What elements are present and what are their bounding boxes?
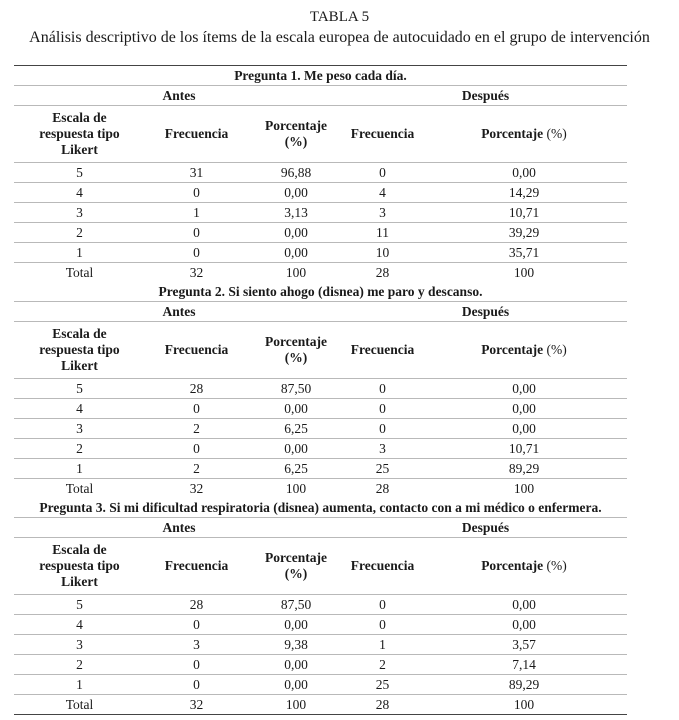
porcentaje-despues: 39,29 (421, 223, 627, 243)
frecuencia-despues: 3 (344, 203, 421, 223)
frecuencia-antes: 2 (145, 419, 248, 439)
frecuencia-despues: 0 (344, 399, 421, 419)
frecuencia-despues: 0 (344, 379, 421, 399)
frecuencia-antes: 31 (145, 163, 248, 183)
porcentaje-antes: 87,50 (248, 595, 344, 615)
table-row (14, 163, 627, 183)
porcentaje-antes: 0,00 (248, 675, 344, 695)
frecuencia-despues: 10 (344, 243, 421, 263)
likert-value: 5 (14, 595, 145, 615)
table-row (14, 243, 627, 263)
table-row (14, 655, 627, 675)
likert-value: 1 (14, 243, 145, 263)
table-title: Análisis descriptivo de los ítems de la escala europea de autocuidado en el grupo de intervención (29, 29, 650, 46)
antes-header: Antes (14, 302, 344, 322)
likert-value: 5 (14, 379, 145, 399)
table-number: TABLA 5 (309, 9, 370, 25)
porcentaje-despues: 0,00 (421, 399, 627, 419)
frecuencia-antes: 32 (145, 263, 248, 283)
porcentaje-antes: 3,13 (248, 203, 344, 223)
porcentaje-antes: 6,25 (248, 419, 344, 439)
frecuencia-antes: 1 (145, 203, 248, 223)
porcentaje-antes: 0,00 (248, 183, 344, 203)
column-header-row (14, 322, 627, 379)
column-header-row (14, 538, 627, 595)
porcentaje-antes-header: Porcentaje (%) (248, 322, 344, 379)
data-table (14, 65, 627, 715)
porcentaje-antes: 0,00 (248, 243, 344, 263)
frecuencia-despues: 1 (344, 635, 421, 655)
porcentaje-antes: 0,00 (248, 655, 344, 675)
porcentaje-despues: 100 (421, 695, 627, 715)
frecuencia-antes: 0 (145, 243, 248, 263)
porcentaje-despues-header: Porcentaje (%) (421, 538, 627, 595)
frecuencia-despues-header: Frecuencia (344, 538, 421, 595)
porcentaje-despues: 7,14 (421, 655, 627, 675)
frecuencia-despues-header: Frecuencia (344, 106, 421, 163)
porcentaje-despues: 0,00 (421, 419, 627, 439)
likert-value: 4 (14, 615, 145, 635)
despues-header: Después (344, 518, 627, 538)
porcentaje-despues: 100 (421, 479, 627, 499)
likert-header: Escala de respuesta tipo Likert (14, 322, 145, 379)
porcentaje-antes: 100 (248, 695, 344, 715)
likert-value: 2 (14, 223, 145, 243)
table-row (14, 439, 627, 459)
porcentaje-antes: 100 (248, 263, 344, 283)
period-header-row (14, 86, 627, 106)
frecuencia-antes: 32 (145, 695, 248, 715)
porcentaje-despues: 10,71 (421, 439, 627, 459)
frecuencia-antes: 0 (145, 223, 248, 243)
frecuencia-despues: 28 (344, 479, 421, 499)
porcentaje-despues-header: Porcentaje (%) (421, 322, 627, 379)
antes-header: Antes (14, 86, 344, 106)
frecuencia-antes-header: Frecuencia (145, 322, 248, 379)
likert-value: 3 (14, 419, 145, 439)
likert-value: 2 (14, 439, 145, 459)
table-row (14, 635, 627, 655)
table-row (14, 459, 627, 479)
frecuencia-antes-header: Frecuencia (145, 106, 248, 163)
table-row (14, 615, 627, 635)
frecuencia-despues: 28 (344, 695, 421, 715)
period-header-row (14, 518, 627, 538)
likert-value: Total (14, 479, 145, 499)
porcentaje-despues: 0,00 (421, 379, 627, 399)
likert-value: Total (14, 263, 145, 283)
porcentaje-antes: 6,25 (248, 459, 344, 479)
frecuencia-despues: 0 (344, 419, 421, 439)
antes-header: Antes (14, 518, 344, 538)
table-row (14, 379, 627, 399)
porcentaje-antes: 0,00 (248, 223, 344, 243)
frecuencia-antes: 28 (145, 379, 248, 399)
porcentaje-antes-header: Porcentaje (%) (248, 538, 344, 595)
frecuencia-antes: 0 (145, 183, 248, 203)
porcentaje-despues: 14,29 (421, 183, 627, 203)
porcentaje-antes: 0,00 (248, 439, 344, 459)
likert-value: 1 (14, 675, 145, 695)
frecuencia-despues: 0 (344, 615, 421, 635)
likert-value: 3 (14, 203, 145, 223)
porcentaje-despues-header: Porcentaje (%) (421, 106, 627, 163)
frecuencia-antes: 0 (145, 675, 248, 695)
frecuencia-antes-header: Frecuencia (145, 538, 248, 595)
frecuencia-despues: 25 (344, 459, 421, 479)
table-row (14, 399, 627, 419)
porcentaje-antes-header: Porcentaje (%) (248, 106, 344, 163)
question-title: Pregunta 3. Si mi dificultad respiratoria (disnea) aumenta, contacto con a mi médico o enfermera. (39, 499, 602, 515)
table-row (14, 223, 627, 243)
table-row (14, 183, 627, 203)
question-row (14, 282, 627, 302)
frecuencia-despues: 28 (344, 263, 421, 283)
porcentaje-despues: 0,00 (421, 163, 627, 183)
porcentaje-despues: 100 (421, 263, 627, 283)
frecuencia-antes: 0 (145, 655, 248, 675)
frecuencia-antes: 0 (145, 439, 248, 459)
likert-value: 4 (14, 183, 145, 203)
frecuencia-despues: 4 (344, 183, 421, 203)
porcentaje-despues: 3,57 (421, 635, 627, 655)
frecuencia-despues: 3 (344, 439, 421, 459)
porcentaje-despues: 0,00 (421, 595, 627, 615)
porcentaje-antes: 87,50 (248, 379, 344, 399)
porcentaje-despues: 10,71 (421, 203, 627, 223)
question-title: Pregunta 2. Si siento ahogo (disnea) me paro y descanso. (158, 283, 483, 299)
porcentaje-despues: 89,29 (421, 675, 627, 695)
frecuencia-despues: 25 (344, 675, 421, 695)
likert-value: 3 (14, 635, 145, 655)
percent-unit: (%) (546, 342, 567, 357)
likert-value: Total (14, 695, 145, 715)
question-row (14, 498, 627, 518)
frecuencia-antes: 3 (145, 635, 248, 655)
despues-header: Después (344, 86, 627, 106)
likert-value: 4 (14, 399, 145, 419)
frecuencia-despues: 0 (344, 163, 421, 183)
frecuencia-antes: 0 (145, 399, 248, 419)
column-header-row (14, 106, 627, 163)
frecuencia-antes: 2 (145, 459, 248, 479)
table-row (14, 595, 627, 615)
table-row (14, 479, 627, 499)
period-header-row (14, 302, 627, 322)
percent-unit: (%) (546, 126, 567, 141)
percent-unit: (%) (546, 558, 567, 573)
frecuencia-antes: 32 (145, 479, 248, 499)
question-title: Pregunta 1. Me peso cada día. (14, 66, 627, 86)
likert-header: Escala de respuesta tipo Likert (14, 106, 145, 163)
porcentaje-despues: 0,00 (421, 615, 627, 635)
porcentaje-antes: 9,38 (248, 635, 344, 655)
frecuencia-despues: 2 (344, 655, 421, 675)
likert-value: 5 (14, 163, 145, 183)
likert-value: 1 (14, 459, 145, 479)
table-row (14, 203, 627, 223)
porcentaje-despues: 35,71 (421, 243, 627, 263)
porcentaje-antes: 96,88 (248, 163, 344, 183)
table-row (14, 419, 627, 439)
despues-header: Después (344, 302, 627, 322)
frecuencia-antes: 28 (145, 595, 248, 615)
frecuencia-despues: 11 (344, 223, 421, 243)
frecuencia-despues: 0 (344, 595, 421, 615)
table-row (14, 675, 627, 695)
likert-header: Escala de respuesta tipo Likert (14, 538, 145, 595)
question-row (14, 66, 627, 86)
frecuencia-despues-header: Frecuencia (344, 322, 421, 379)
porcentaje-antes: 0,00 (248, 399, 344, 419)
frecuencia-antes: 0 (145, 615, 248, 635)
table-row (14, 695, 627, 715)
porcentaje-antes: 100 (248, 479, 344, 499)
likert-value: 2 (14, 655, 145, 675)
porcentaje-antes: 0,00 (248, 615, 344, 635)
table-row (14, 263, 627, 283)
porcentaje-despues: 89,29 (421, 459, 627, 479)
